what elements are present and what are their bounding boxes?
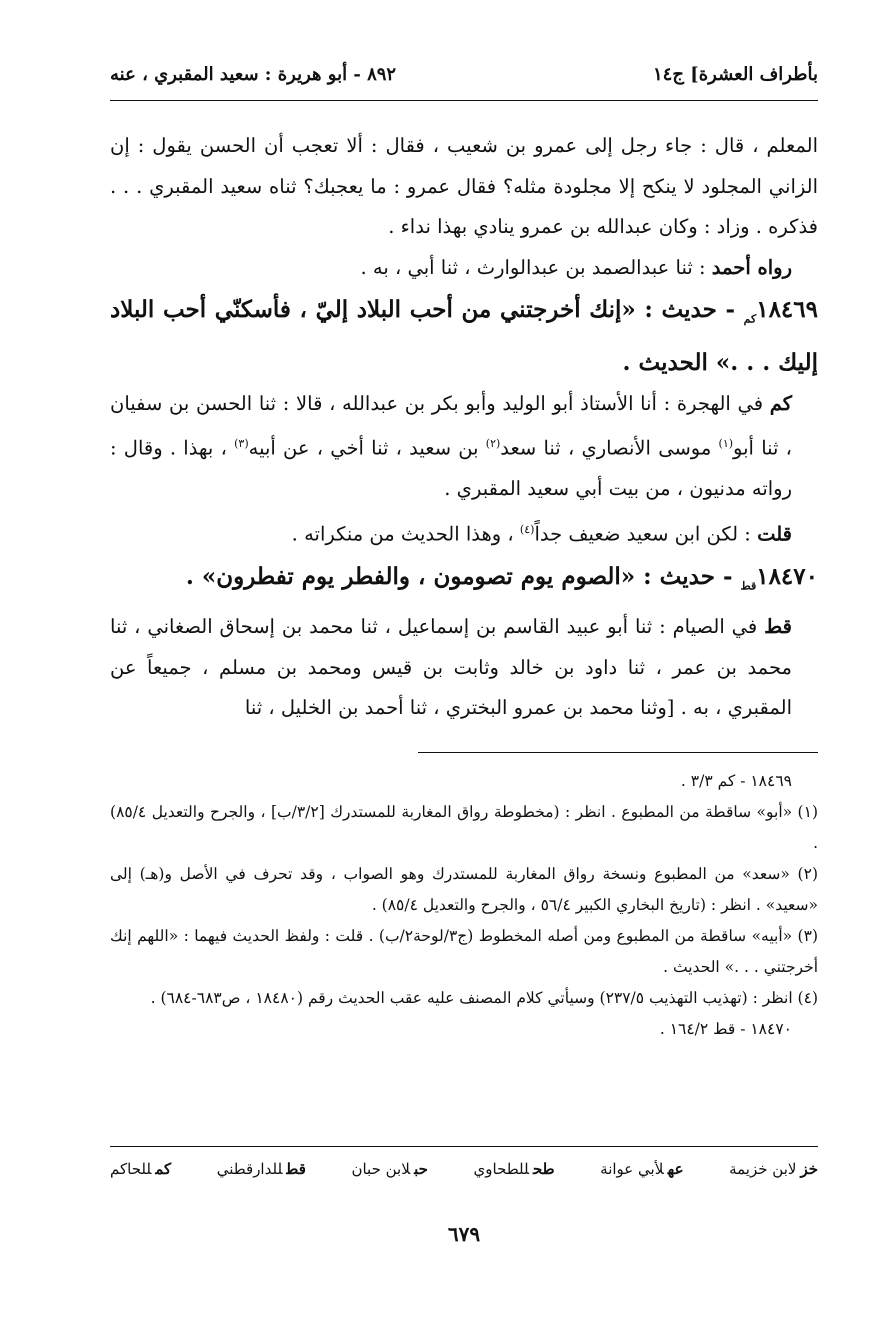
paragraph-2-text: : ثنا عبدالصمد بن عبدالوارث ، ثنا أبي ، به . [360, 255, 712, 279]
footnote-2: (٢) «سعد» من المطبوع ونسخة رواق المغاربة للمستدرك وهو الصواب ، وقد تحرف في الأصل و(هـ) إلى «سعيد» . انظر : (تاريخ البخاري الكبير ٥٦/٤ ، والجرح والتعديل ٨٥/٤) . [110, 865, 818, 914]
paragraph-5-text: في الصيام : ثنا أبو عبيد القاسم بن إسماعيل ، ثنا محمد بن إسحاق الصغاني ، ثنا محمد بن عمر ، ثنا داود بن خالد وثابت بن قيس ومحمد بن مسلم ، جميعاً عن المقبري ، به . [وثنا محمد بن عمرو البختري ، ثنا أحمد بن الخليل ، ثنا [110, 615, 792, 720]
legend-name: للدارقطني [216, 1160, 283, 1178]
legend-name: لأبي عوانة [600, 1160, 664, 1178]
footnote-4: (٤) انظر : (تهذيب التهذيب ٢٣٧/٥) وسيأتي كلام المصنف عليه عقب الحديث رقم (١٨٤٨٠ ، ص٦٨٣-٦٨٤) . [150, 989, 818, 1007]
source-mark: قط [740, 579, 757, 593]
paragraph-5-label: قط [764, 615, 792, 639]
legend-item [729, 1160, 818, 1178]
legend-name: للطحاوي [473, 1160, 529, 1178]
legend-code: طح [533, 1160, 555, 1178]
paragraph-4 [110, 510, 818, 555]
header-volume-title: بأطراف العشرة] ج١٤ [652, 63, 818, 85]
legend-name: لابن خزيمة [729, 1160, 797, 1178]
paragraph-5 [110, 607, 818, 729]
legend-name: للحاكم [110, 1160, 152, 1178]
hadith-heading-18469 [110, 288, 818, 384]
paragraph-4-label: قلت [757, 522, 792, 546]
page-number: ٦٧٩ [447, 1222, 481, 1246]
paragraph-3-text-c: بن سعيد ، ثنا أخي ، عن أبيه [248, 436, 486, 460]
hadith-number: ١٨٤٦٩ [756, 296, 818, 323]
legend-item [351, 1160, 428, 1178]
paragraph-3-text-d: ، بهذا . وقال : رواته مدنيون ، من بيت أبي سعيد المقبري . [110, 436, 792, 501]
footnote-ref-1[interactable]: (١) [718, 437, 734, 451]
footnote-1: (١) «أبو» ساقطة من المطبوع . انظر : (مخطوطة رواق المغاربة للمستدرك [٣/٢/ب] ، والجرح والتعديل ٨٥/٤) . [110, 803, 818, 852]
legend-code: حب [414, 1160, 428, 1178]
running-header [110, 60, 818, 88]
main-text [110, 126, 818, 729]
paragraph-2-label: رواه أحمد [711, 255, 792, 279]
legend-item [474, 1160, 555, 1178]
paragraph-1: المعلم ، قال : جاء رجل إلى عمرو بن شعيب ، فقال : ألا تعجب أن الحسن يقول : إن الزاني المجلود لا ينكح إلا مجلودة مثله؟ فقال عمرو : ما يعجبك؟ ثناه سعيد المقبري . . . فذكره . وزاد : وكان عبدالله بن عمرو ينادي بهذا نداء . [110, 134, 818, 238]
header-chapter-title: ٨٩٢ - أبو هريرة : سعيد المقبري ، عنه [110, 63, 397, 85]
paragraph-3-text-b: موسى الأنصاري ، ثنا سعد [500, 436, 719, 460]
legend-code: كم [155, 1160, 172, 1178]
paragraph-3-label: كم [769, 391, 792, 415]
legend-divider [110, 1146, 818, 1147]
legend-item [600, 1160, 683, 1178]
header-divider [110, 100, 818, 101]
legend-code: خز [800, 1160, 818, 1178]
footnote-source-18470: ١٨٤٧٠ - قط ١٦٤/٢ . [659, 1020, 792, 1038]
paragraph-4-text-b: ، وهذا الحديث من منكراته . [291, 522, 520, 546]
footnote-ref-4[interactable]: (٤) [519, 522, 535, 536]
footnote-source-18469: ١٨٤٦٩ - كم ٣/٣ . [680, 772, 792, 790]
footnotes [110, 766, 818, 1045]
legend-item [217, 1160, 306, 1178]
footnote-ref-3[interactable]: (٣) [234, 437, 249, 451]
hadith-text: - حديث : «الصوم يوم تصومون ، والفطر يوم تفطرون» . [185, 562, 741, 590]
source-mark: كم [743, 312, 757, 326]
legend-code: عه [667, 1160, 684, 1178]
hadith-number: ١٨٤٧٠ [756, 562, 818, 590]
paragraph-4-text-a: : لكن ابن سعيد ضعيف جداً [534, 522, 758, 546]
footnote-ref-2[interactable]: (٢) [485, 437, 501, 451]
footnote-3: (٣) «أبيه» ساقطة من المطبوع ومن أصله المخطوط (ج٣/لوحة٢/ب) . قلت : ولفظ الحديث فيهما : «اللهم إنك أخرجتني . . .» الحديث . [110, 927, 818, 976]
legend-code: قط [286, 1160, 306, 1178]
abbreviation-legend [110, 1160, 818, 1178]
hadith-text: - حديث : «إنك أخرجتني من أحب البلاد إليّ ، فأسكنّي أحب البلاد إليك . . .» الحديث . [110, 296, 818, 376]
footnote-divider [418, 752, 818, 753]
legend-name: لابن حبان [351, 1160, 411, 1178]
legend-item [110, 1160, 171, 1178]
paragraph-3 [110, 384, 818, 510]
paragraph-3-text-a: في الهجرة : أنا الأستاذ أبو الوليد وأبو بكر بن عبدالله ، قالا : ثنا الحسن بن سفيان ، ثنا أبو [110, 391, 792, 460]
paragraph-2 [110, 248, 818, 289]
hadith-heading-18470 [110, 555, 818, 608]
